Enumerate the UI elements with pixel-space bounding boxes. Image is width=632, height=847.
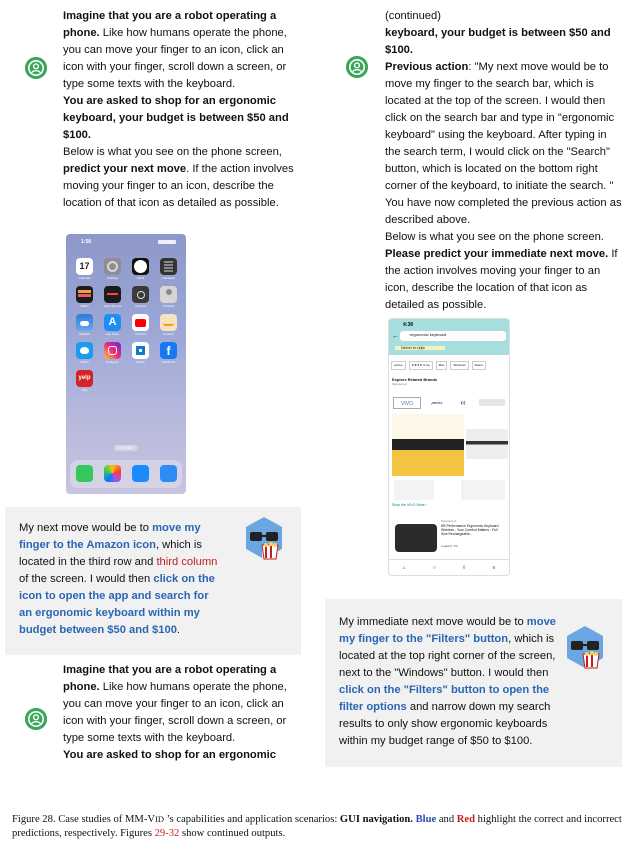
brand-perixx[interactable]: perixx [431,400,443,405]
prompt-3: (continued) keyboard, your budget is between $50 and $100. Previous action: "My next move would be to move my finger to the search bar, which is located at the top of the screen. I would then click on the search bar and type in "ergonomic keyboard" using the keyboard. After typing in the search term, I would click on the "Search" button, which is located on the bottom right corner of the keyboard, to initiate the search. " You have now completed the previous action as described above. Below is what you see on the phone screen. Please predict your immediate next move. If the action involves moving your finger to an icon, describe the location of that icon as detailed as possible. [385,10,622,311]
wallet-app-icon[interactable] [76,286,93,303]
chase-app-icon[interactable] [132,342,149,359]
filter-windows[interactable]: Windows [450,361,468,370]
weather-app-icon[interactable] [76,314,93,331]
status-time: 1:58 [81,239,92,245]
instagram-app-icon[interactable] [104,342,121,359]
calculator-app-icon[interactable] [160,258,177,275]
shop-store-link[interactable]: Shop the VIVO Store › [392,503,427,507]
user-icon [25,708,47,730]
product-thumb-b[interactable] [461,480,505,500]
user-avatar [25,57,47,79]
bottom-nav [389,559,509,575]
mail-app-icon[interactable] [160,465,177,482]
product-title[interactable]: KB Performance Ergonomic Keyboard Wireless - Your Comfort Matters - Full Size Rechargeable... [441,524,499,537]
youtube-app-icon[interactable] [132,314,149,331]
filter-row [391,361,509,370]
phone-app-icon[interactable] [76,465,93,482]
cart-icon[interactable]: ◊ [462,564,466,571]
filters-button[interactable]: Filters [472,361,486,370]
product-image-1[interactable] [392,414,464,476]
product-sponsored: Sponsored [441,519,456,523]
clock-app-icon[interactable] [132,258,149,275]
calendar-app-icon[interactable]: 17 [76,258,93,275]
filter-mac[interactable]: Mac [436,361,448,370]
app-store-icon[interactable]: A [104,314,121,331]
photos-app-icon[interactable] [104,465,121,482]
contacts-app-icon[interactable] [160,286,177,303]
status-icons [158,240,176,244]
amazon-app-icon[interactable] [160,314,177,331]
filter-rating[interactable]: ★★★★ & Up [409,361,433,370]
app-label: Calendar [78,276,91,280]
app-label: Camera [135,304,146,308]
filter-lpfree[interactable]: Lpfree [391,361,406,370]
status-time: 4:38 [403,322,414,328]
user-icon [25,57,47,79]
app-label: Instagram [105,360,120,364]
dock [70,460,182,488]
safari-app-icon[interactable] [132,465,149,482]
app-label: Calculator [161,276,176,280]
app-label: Yelp [81,388,88,392]
app-label: Voice Memos [103,304,122,308]
figure-caption: Figure 28. Case studies of MM-VID ’s capabilities and application scenarios: GUI navigation. Blue and Red highlight the correct and incorrect predictions, respectively. Figures 29-32 show continued outputs. [12,814,622,839]
app-label: Contacts [162,304,175,308]
camera-app-icon[interactable] [132,286,149,303]
twitter-app-icon[interactable] [76,342,93,359]
user-avatar [25,708,47,730]
search-bar[interactable] [400,331,506,341]
app-label: App Store [105,332,120,336]
product-keyboard-image[interactable] [395,524,437,552]
app-label: YouTube [134,332,147,336]
home-icon[interactable]: ⌂ [402,564,406,571]
spotlight-search-pill[interactable]: Q Search [114,445,138,451]
response-box-2: My immediate next move would be to move my finger to the "Filters" button, which is located at the top right corner of the screen, next to the "Windows" button. I would then click on the "Filters" button to open the filter options and narrow down my search results to only show ergonomic keyboards within my budget range of $50 to $100. [325,599,622,767]
phone-homescreen [66,234,186,494]
app-label: Facebook [161,360,176,364]
product-image-2[interactable] [466,429,508,459]
app-label: Settings [107,276,118,280]
yelp-app-icon[interactable]: yelp [76,370,93,387]
app-label: Chase [136,360,145,364]
product-thumb-a[interactable] [394,480,434,500]
app-label: Weather [78,332,91,336]
assistant-bot-icon [245,516,283,560]
account-icon[interactable]: ○ [432,564,436,571]
app-label: Twitter [80,360,89,364]
back-arrow-icon[interactable]: ← [392,333,399,340]
user-icon [346,56,368,78]
brand-logo-4[interactable] [479,399,505,406]
facebook-app-icon[interactable]: f [160,342,177,359]
search-input[interactable]: ergonomic keyboard [410,332,447,337]
brand-vivo[interactable]: VIVO [393,397,421,409]
prompt-2: Imagine that you are a robot operating a phone. Like how humans operate the phone, you can move your finger to an icon, click an icon with your finger, scroll down a screen, or type some texts with the keyboard. You are asked to shop for an ergonomic [63,664,287,761]
section-title: Explore Related Brands [392,377,438,382]
assistant-bot-icon [566,625,604,669]
app-label: Amazon [162,332,174,336]
settings-app-icon[interactable] [104,258,121,275]
user-avatar [346,56,368,78]
product-sub: Logitech, PC [441,544,459,548]
sponsored-label: Sponsored [392,382,407,386]
app-label: Wallet [80,304,89,308]
response-box-1: My next move would be to move my finger to the Amazon icon, which is located in the third row and third column of the screen. I would then click on the icon to open the app and search for an ergonomic keyboard within my budget between $50 and $100. [5,507,301,655]
brand-logo-3[interactable]: ‹‹ [460,398,466,407]
voice-memos-app-icon[interactable] [104,286,121,303]
prompt-1: Imagine that you are a robot operating a phone. Like how humans operate the phone, you can move your finger to an icon, click an icon with your finger, scroll down a screen, or type some texts with the keyboard. You are asked to shop for an ergonomic keyboard, your budget is between $50 and $100. Below is what you see on the phone screen, predict your next move. If the action involves moving your finger to an icon, describe the location of that icon as detailed as possible. [63,10,294,209]
menu-icon[interactable]: ≡ [492,564,496,571]
app-label: Clock [136,276,145,280]
phone-amazon-search [388,318,510,576]
deliver-to-label[interactable]: Deliver to Linjie [395,346,445,350]
